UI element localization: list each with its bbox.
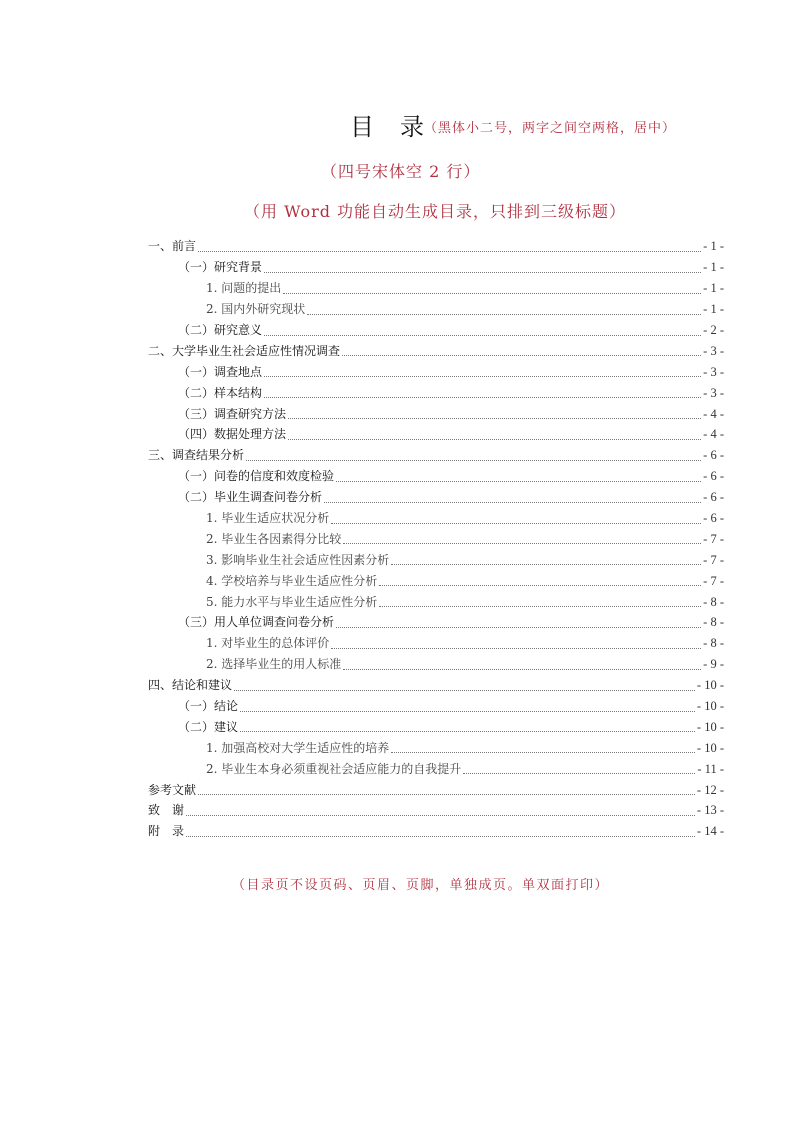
toc-entry-label: 三、调查结果分析 xyxy=(148,445,245,465)
dot-leader xyxy=(331,636,701,649)
toc-entry-label: 1. 加强高校对大学生适应性的培养 xyxy=(206,738,390,758)
toc-entry-page-number: - 9 - xyxy=(703,657,724,672)
toc-entry-label: （一）研究背景 xyxy=(178,257,263,277)
toc-entry-page-number: - 10 - xyxy=(696,699,724,714)
toc-title xyxy=(350,112,424,142)
toc-entry-label: 1. 问题的提出 xyxy=(206,278,282,298)
toc-entry-page-number: - 7 - xyxy=(703,531,724,546)
toc-entry[interactable] xyxy=(148,424,724,445)
toc-entry-label: （一）问卷的信度和效度检验 xyxy=(178,466,335,486)
toc-entry-page-number: - 3 - xyxy=(703,385,724,400)
toc-title-row xyxy=(0,112,800,146)
dot-leader xyxy=(379,594,701,607)
toc-entry[interactable] xyxy=(148,779,724,800)
toc-entry-page-number: - 10 - xyxy=(696,719,724,734)
table-of-contents xyxy=(148,236,724,842)
toc-entry-label: 2. 毕业生各因素得分比较 xyxy=(206,529,342,549)
dot-leader xyxy=(186,803,695,816)
toc-entry[interactable] xyxy=(148,800,724,821)
dot-leader xyxy=(324,490,701,503)
toc-entry[interactable] xyxy=(148,278,724,299)
toc-entry[interactable] xyxy=(148,320,724,341)
toc-entry[interactable] xyxy=(148,821,724,842)
dot-leader xyxy=(198,782,695,795)
toc-entry-label: （二）研究意义 xyxy=(178,320,263,340)
toc-entry-page-number: - 6 - xyxy=(703,490,724,505)
toc-entry-label: 参考文献 xyxy=(148,780,197,800)
toc-entry-page-number: - 12 - xyxy=(696,782,724,797)
toc-entry-page-number: - 8 - xyxy=(703,594,724,609)
toc-entry-page-number: - 1 - xyxy=(703,239,724,254)
toc-entry-label: （四）数据处理方法 xyxy=(178,424,287,444)
toc-entry-label: （二）建议 xyxy=(178,717,239,737)
toc-entry[interactable] xyxy=(148,528,724,549)
toc-entry-page-number: - 3 - xyxy=(703,343,724,358)
toc-entry-page-number: - 8 - xyxy=(703,636,724,651)
spacing-note: （四号宋体空 2 行） xyxy=(321,162,481,181)
toc-entry[interactable] xyxy=(148,758,724,779)
toc-title-char-2: 录 xyxy=(400,113,424,141)
dot-leader xyxy=(288,406,701,419)
toc-entry[interactable] xyxy=(148,654,724,675)
toc-entry-page-number: - 4 - xyxy=(703,427,724,442)
toc-entry[interactable] xyxy=(148,508,724,529)
toc-entry-page-number: - 1 - xyxy=(703,281,724,296)
dot-leader xyxy=(463,761,695,774)
toc-entry[interactable] xyxy=(148,340,724,361)
toc-entry-label: （一）调查地点 xyxy=(178,362,263,382)
toc-entry[interactable] xyxy=(148,487,724,508)
dot-leader xyxy=(379,573,701,586)
dot-leader xyxy=(336,615,701,628)
dot-leader xyxy=(343,531,701,544)
toc-entry-page-number: - 14 - xyxy=(696,824,724,839)
toc-entry-label: （二）样本结构 xyxy=(178,383,263,403)
toc-entry[interactable] xyxy=(148,737,724,758)
toc-entry-label: （三）调查研究方法 xyxy=(178,404,287,424)
toc-entry-label: 2. 毕业生本身必须重视社会适应能力的自我提升 xyxy=(206,759,462,779)
toc-entry-page-number: - 3 - xyxy=(703,364,724,379)
toc-entry[interactable] xyxy=(148,382,724,403)
toc-entry[interactable] xyxy=(148,257,724,278)
dot-leader xyxy=(343,657,701,670)
toc-entry-page-number: - 7 - xyxy=(703,552,724,567)
dot-leader xyxy=(264,364,701,377)
dot-leader xyxy=(307,302,701,315)
dot-leader xyxy=(264,323,701,336)
toc-entry-page-number: - 10 - xyxy=(696,678,724,693)
dot-leader xyxy=(391,740,695,753)
toc-entry-page-number: - 7 - xyxy=(703,573,724,588)
toc-entry[interactable] xyxy=(148,445,724,466)
toc-entry-page-number: - 10 - xyxy=(696,740,724,755)
dot-leader xyxy=(342,343,701,356)
toc-entry-label: 2. 选择毕业生的用人标准 xyxy=(206,654,342,674)
toc-entry-page-number: - 8 - xyxy=(703,615,724,630)
dot-leader xyxy=(391,552,701,565)
toc-entry-label: （一）结论 xyxy=(178,696,239,716)
toc-entry-label: （三）用人单位调查问卷分析 xyxy=(178,612,335,632)
toc-entry-page-number: - 6 - xyxy=(703,448,724,463)
toc-entry[interactable] xyxy=(148,633,724,654)
toc-entry-label: 4. 学校培养与毕业生适应性分析 xyxy=(206,571,378,591)
dot-leader xyxy=(234,678,695,691)
dot-leader xyxy=(246,448,701,461)
dot-leader xyxy=(283,281,701,294)
toc-entry-label: 一、前言 xyxy=(148,236,197,256)
toc-entry-label: 致 谢 xyxy=(148,800,185,820)
toc-entry-label: 2. 国内外研究现状 xyxy=(206,299,306,319)
toc-entry[interactable] xyxy=(148,361,724,382)
toc-entry-label: 3. 影响毕业生社会适应性因素分析 xyxy=(206,550,390,570)
toc-entry[interactable] xyxy=(148,696,724,717)
dot-leader xyxy=(198,239,701,252)
toc-entry-label: 5. 能力水平与毕业生适应性分析 xyxy=(206,592,378,612)
toc-entry[interactable] xyxy=(148,570,724,591)
toc-entry-label: 二、大学毕业生社会适应性情况调查 xyxy=(148,341,341,361)
toc-entry-label: 附 录 xyxy=(148,821,185,841)
dot-leader xyxy=(331,511,701,524)
toc-title-char-1: 目 xyxy=(350,113,374,141)
toc-entry-page-number: - 4 - xyxy=(703,406,724,421)
toc-entry[interactable] xyxy=(148,675,724,696)
toc-entry-page-number: - 6 - xyxy=(703,469,724,484)
toc-entry-page-number: - 1 - xyxy=(703,302,724,317)
toc-entry-page-number: - 2 - xyxy=(703,323,724,337)
toc-entry-label: 四、结论和建议 xyxy=(148,675,233,695)
dot-leader xyxy=(186,824,695,837)
toc-entry-label: （二）毕业生调查问卷分析 xyxy=(178,487,323,507)
toc-entry-page-number: - 6 - xyxy=(703,511,724,526)
toc-entry[interactable] xyxy=(148,466,724,487)
dot-leader xyxy=(240,699,695,712)
toc-entry-label: 1. 毕业生适应状况分析 xyxy=(206,508,330,528)
title-format-note: （黑体小二号，两字之间空两格，居中） xyxy=(424,121,677,136)
toc-entry-page-number: - 11 - xyxy=(697,761,724,776)
dot-leader xyxy=(264,385,701,398)
toc-entry-page-number: - 1 - xyxy=(703,260,724,275)
toc-entry[interactable] xyxy=(148,716,724,737)
toc-entry-page-number: - 13 - xyxy=(696,803,724,818)
dot-leader xyxy=(336,469,701,482)
dot-leader xyxy=(264,260,701,273)
toc-entry[interactable] xyxy=(148,549,724,570)
toc-entry[interactable] xyxy=(148,591,724,612)
toc-entry-label: 1. 对毕业生的总体评价 xyxy=(206,633,330,653)
toc-entry[interactable] xyxy=(148,236,724,257)
toc-entry[interactable] xyxy=(148,299,724,320)
dot-leader xyxy=(288,427,701,440)
footer-note: （目录页不设页码、页眉、页脚，单独成页。单双面打印） xyxy=(232,878,610,893)
dot-leader xyxy=(240,719,695,732)
toc-entry[interactable] xyxy=(148,612,724,633)
toc-entry[interactable] xyxy=(148,403,724,424)
auto-toc-note: （用 Word 功能自动生成目录，只排到三级标题） xyxy=(244,202,627,221)
